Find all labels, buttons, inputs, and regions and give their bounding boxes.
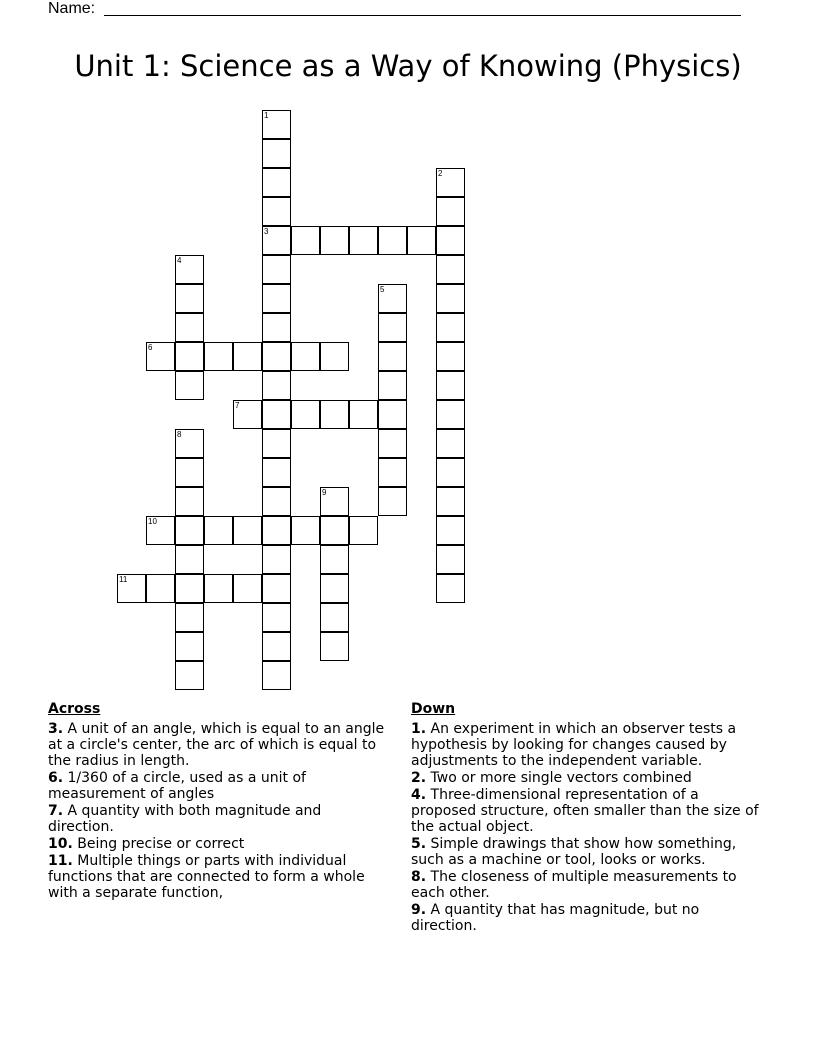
clue-number: 10.: [48, 836, 73, 852]
crossword-cell[interactable]: [320, 400, 349, 429]
crossword-cell[interactable]: [378, 313, 407, 342]
crossword-cell[interactable]: [436, 284, 465, 313]
clue-text: Multiple things or parts with individual functions that are connected to form a whole with a separate function,: [48, 853, 365, 901]
cell-number: 1: [264, 111, 269, 120]
cell-number: 11: [119, 575, 128, 584]
crossword-cell[interactable]: [175, 429, 204, 458]
crossword-cell[interactable]: [175, 661, 204, 690]
crossword-cell[interactable]: [320, 603, 349, 632]
crossword-cell[interactable]: [204, 342, 233, 371]
crossword-cell[interactable]: [349, 400, 378, 429]
crossword-cell[interactable]: [378, 429, 407, 458]
crossword-cell[interactable]: [175, 545, 204, 574]
crossword-cell[interactable]: [233, 342, 262, 371]
crossword-cell[interactable]: [233, 400, 262, 429]
clue-text: The closeness of multiple measurements to each other.: [411, 869, 737, 901]
crossword-cell[interactable]: [262, 342, 291, 371]
crossword-cell[interactable]: [436, 226, 465, 255]
crossword-cell[interactable]: [146, 342, 175, 371]
clue-number: 6.: [48, 770, 64, 786]
crossword-cell[interactable]: [436, 255, 465, 284]
down-clue: [411, 836, 766, 868]
cell-number: 4: [177, 256, 182, 265]
down-clue: [411, 869, 766, 901]
crossword-cell[interactable]: [436, 458, 465, 487]
down-clue: [411, 902, 766, 934]
crossword-cell[interactable]: [175, 487, 204, 516]
crossword-cell[interactable]: [262, 371, 291, 400]
crossword-cell[interactable]: [320, 545, 349, 574]
clue-number: 2.: [411, 770, 427, 786]
clue-text: A quantity that has magnitude, but no direction.: [411, 902, 700, 934]
crossword-cell[interactable]: [436, 168, 465, 197]
crossword-cell[interactable]: [407, 226, 436, 255]
cell-number: 10: [148, 517, 157, 526]
crossword-cell[interactable]: [175, 371, 204, 400]
crossword-cell[interactable]: [436, 487, 465, 516]
crossword-cell[interactable]: [117, 574, 146, 603]
crossword-cell[interactable]: [262, 255, 291, 284]
cell-number: 3: [264, 227, 269, 236]
down-clue: [411, 770, 766, 786]
crossword-cell[interactable]: [175, 516, 204, 545]
crossword-cell[interactable]: [436, 400, 465, 429]
down-clues: [411, 701, 766, 935]
crossword-cell[interactable]: [262, 661, 291, 690]
clue-text: Simple drawings that show how something, such as a machine or tool, looks or works.: [411, 836, 737, 868]
cell-number: 8: [177, 430, 182, 439]
crossword-cell[interactable]: [320, 487, 349, 516]
name-label: Name:: [48, 0, 96, 17]
down-heading: Down: [411, 701, 456, 717]
clue-number: 7.: [48, 803, 64, 819]
cell-number: 2: [438, 169, 443, 178]
crossword-cell[interactable]: [436, 574, 465, 603]
across-clue: [48, 721, 388, 769]
crossword-cell[interactable]: [378, 226, 407, 255]
crossword-cell[interactable]: [436, 197, 465, 226]
crossword-cell[interactable]: [378, 458, 407, 487]
down-clue: [411, 787, 766, 835]
crossword-cell[interactable]: [436, 429, 465, 458]
clue-number: 11.: [48, 853, 73, 869]
clue-text: A quantity with both magnitude and direction.: [48, 803, 322, 835]
crossword-cell[interactable]: [378, 342, 407, 371]
crossword-cell[interactable]: [175, 574, 204, 603]
crossword-cell[interactable]: [175, 342, 204, 371]
crossword-cell[interactable]: [320, 226, 349, 255]
crossword-cell[interactable]: [349, 516, 378, 545]
crossword-cell[interactable]: [262, 516, 291, 545]
clue-text: A unit of an angle, which is equal to an angle at a circle's center, the arc of which is equal to the radius in length.: [48, 721, 385, 769]
crossword-cell[interactable]: [291, 226, 320, 255]
crossword-cell[interactable]: [262, 139, 291, 168]
page-title: Unit 1: Science as a Way of Knowing (Physics): [74, 49, 742, 83]
crossword-cell[interactable]: [175, 632, 204, 661]
crossword-cell[interactable]: [233, 574, 262, 603]
crossword-cell[interactable]: [378, 487, 407, 516]
crossword-cell[interactable]: [262, 458, 291, 487]
crossword-cell[interactable]: [175, 313, 204, 342]
crossword-cell[interactable]: [262, 429, 291, 458]
crossword-cell[interactable]: [262, 313, 291, 342]
crossword-cell[interactable]: [146, 574, 175, 603]
crossword-cell[interactable]: [262, 400, 291, 429]
crossword-cell[interactable]: [349, 226, 378, 255]
across-clue: [48, 853, 388, 901]
crossword-cell[interactable]: [262, 487, 291, 516]
cell-number: 7: [235, 401, 240, 410]
crossword-cell[interactable]: [436, 342, 465, 371]
crossword-cell[interactable]: [175, 603, 204, 632]
crossword-cell[interactable]: [204, 574, 233, 603]
clue-text: 1/360 of a circle, used as a unit of measurement of angles: [48, 770, 306, 802]
clue-text: An experiment in which an observer tests a hypothesis by looking for changes caused by adjustments to the independent variable.: [411, 721, 737, 769]
clue-text: Three-dimensional representation of a proposed structure, often smaller than the size of the actual object.: [411, 787, 759, 835]
clue-text: Being precise or correct: [77, 836, 245, 852]
crossword-cell[interactable]: [262, 226, 291, 255]
crossword-cell[interactable]: [291, 516, 320, 545]
clue-number: 3.: [48, 721, 64, 737]
crossword-cell[interactable]: [233, 516, 262, 545]
clue-number: 8.: [411, 869, 427, 885]
across-clue: [48, 836, 388, 852]
crossword-cell[interactable]: [262, 545, 291, 574]
crossword-cell[interactable]: [291, 400, 320, 429]
crossword-cell[interactable]: [320, 516, 349, 545]
across-clues: [48, 701, 388, 902]
cell-number: 9: [322, 488, 327, 497]
crossword-cell[interactable]: [175, 284, 204, 313]
cell-number: 6: [148, 343, 153, 352]
crossword-cell[interactable]: [378, 400, 407, 429]
clue-number: 1.: [411, 721, 427, 737]
crossword-cell[interactable]: [262, 603, 291, 632]
crossword-cell[interactable]: [262, 110, 291, 139]
clue-number: 5.: [411, 836, 427, 852]
crossword-cell[interactable]: [378, 284, 407, 313]
down-clue: [411, 721, 766, 769]
crossword-cell[interactable]: [436, 516, 465, 545]
across-clue: [48, 803, 388, 835]
crossword-cell[interactable]: [146, 516, 175, 545]
crossword-cell[interactable]: [436, 313, 465, 342]
crossword-cell[interactable]: [204, 516, 233, 545]
crossword-cell[interactable]: [262, 168, 291, 197]
crossword-cell[interactable]: [320, 632, 349, 661]
crossword-cell[interactable]: [175, 255, 204, 284]
crossword-cell[interactable]: [436, 371, 465, 400]
across-clue: [48, 770, 388, 802]
crossword-cell[interactable]: [262, 284, 291, 313]
crossword-cell[interactable]: [320, 574, 349, 603]
crossword-cell[interactable]: [175, 458, 204, 487]
across-heading: Across: [48, 701, 101, 717]
clue-text: Two or more single vectors combined: [430, 770, 692, 786]
crossword-cell[interactable]: [291, 342, 320, 371]
crossword-cell[interactable]: [320, 342, 349, 371]
crossword-cell[interactable]: [262, 574, 291, 603]
clue-number: 9.: [411, 902, 427, 918]
crossword-cell[interactable]: [378, 371, 407, 400]
cell-number: 5: [380, 285, 385, 294]
crossword-cell[interactable]: [262, 632, 291, 661]
crossword-cell[interactable]: [436, 545, 465, 574]
clue-number: 4.: [411, 787, 427, 803]
crossword-cell[interactable]: [262, 197, 291, 226]
